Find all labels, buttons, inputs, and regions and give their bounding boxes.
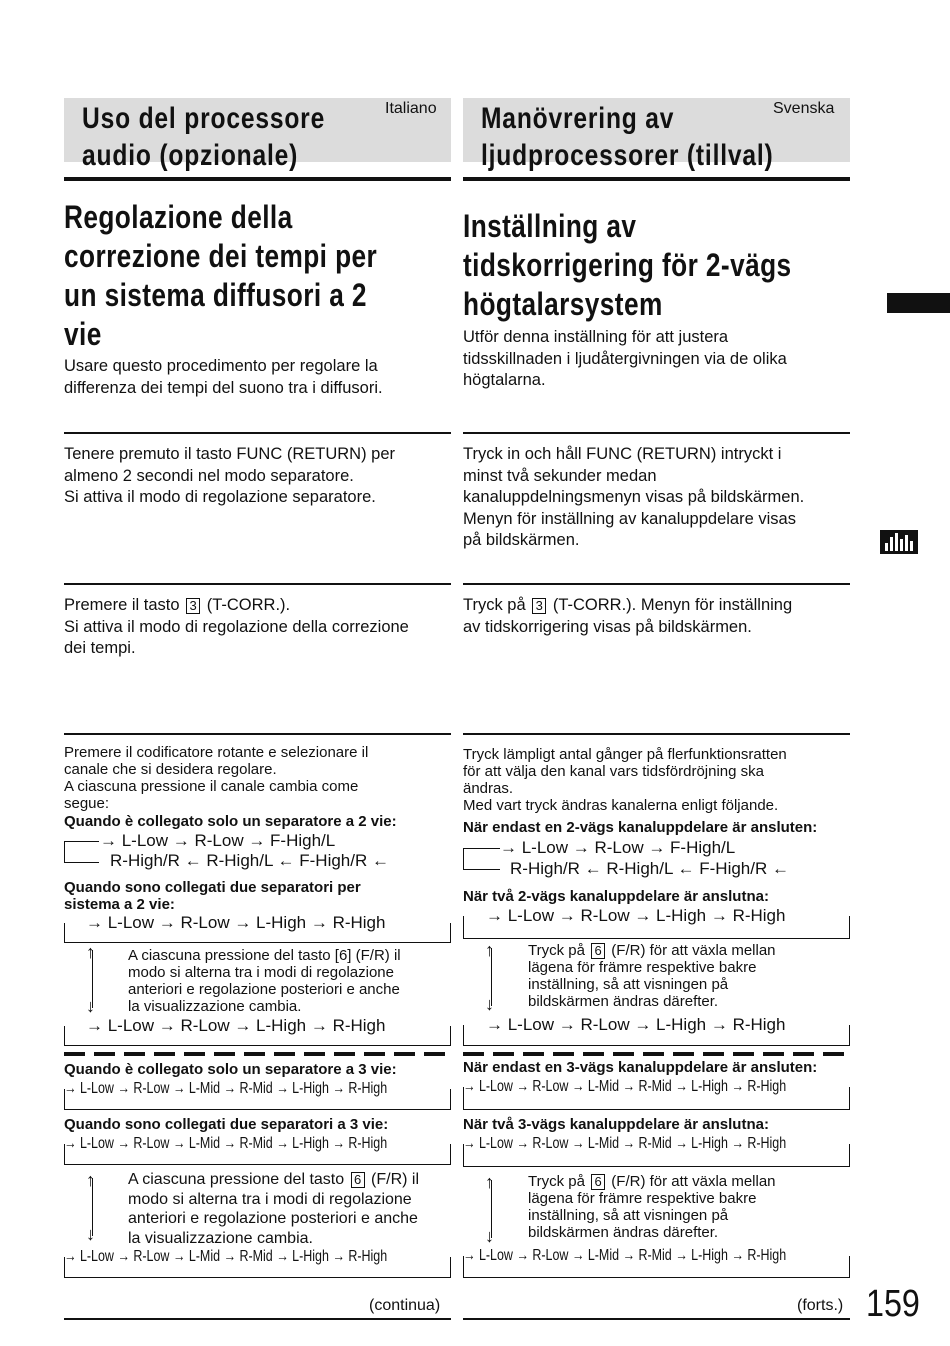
step-divider [463, 583, 850, 585]
continued-label-swedish: (forts.) [797, 1297, 844, 1314]
flow-2way-bottom-swedish: R-High/R ← R-High/L ← F-High/R ← [510, 859, 789, 878]
flow-dual-2way-front-italian: → L-Low → R-Low → L-High → R-High [86, 913, 386, 932]
flow-dual-3way-front-swedish: → L-Low → R-Low → L-Mid → R-Mid → L-High → R-High [463, 1135, 787, 1152]
flow-2way-bottom-italian: R-High/R ← R-High/L ← F-High/R ← [110, 851, 389, 870]
flow-bracket [64, 841, 99, 863]
header-title-italian: Uso del processore audio (opzionale) [82, 102, 326, 172]
step-divider [463, 432, 850, 434]
flow-2way-top-italian: → L-Low → R-Low → F-High/L [100, 831, 336, 850]
case1-italian: Quando è collegato solo un separatore a 2 vie: [64, 813, 397, 830]
key-3-icon: 3 [186, 598, 200, 614]
flow-bracket [463, 1144, 850, 1167]
continued-label-italian: (continua) [369, 1297, 441, 1314]
intro-italian: Usare questo procedimento per regolare la differenza dei tempi del suono tra i diffusori. [64, 357, 383, 397]
subtitle-swedish: Inställning av tidskorrigering för 2-vägs högtalarsystem [463, 208, 792, 322]
case4-italian: Quando sono collegati due separatori a 3 vie: [64, 1116, 389, 1133]
key-6-icon: 6 [591, 1174, 605, 1190]
arrow-up-icon: ↑ [485, 1172, 494, 1192]
subtitle-italian: Regolazione della correzione dei tempi per un sistema diffusori a 2 vie [64, 199, 378, 352]
flow-dual-2way-front-swedish: → L-Low → R-Low → L-High → R-High [486, 906, 786, 925]
flow-bracket [463, 916, 850, 939]
footer-divider [64, 1318, 451, 1320]
step-divider [64, 432, 451, 434]
key-6-icon: 6 [351, 1172, 365, 1188]
case1-swedish: När endast en 2-vägs kanaluppdelare är ansluten: [463, 819, 818, 836]
flow-bracket [463, 1256, 850, 1278]
step-divider [64, 583, 451, 585]
step2-swedish: Tryck på 3 (T-CORR.). Menyn för inställning av tidskorrigering visas på bildskärmen. [463, 596, 793, 636]
case4-note-swedish: Tryck på 6 (F/R) för att växla mellan lägena för främre respektive bakre inställning, så att visningen på bildskärmen ändras därefter. [528, 1173, 776, 1241]
flow-dual-2way-rear-italian: → L-Low → R-Low → L-High → R-High [86, 1016, 386, 1035]
flow-3way-swedish: → L-Low → R-Low → L-Mid → R-Mid → L-High → R-High [463, 1078, 787, 1095]
divider [463, 177, 850, 181]
language-label-italian: Italiano [385, 100, 437, 117]
case4-swedish: När två 3-vägs kanaluppdelare är anslutna: [463, 1116, 769, 1133]
case2-note-italian: A ciascuna pressione del tasto [6] (F/R) il modo si alterna tra i modi di regolazione anteriori e regolazione posteriori e anche la visualizzazione cambia. [128, 947, 401, 1015]
case2-note-swedish: Tryck på 6 (F/R) för att växla mellan lägena för främre respektive bakre inställning, så att visningen på bildskärmen ändras därefter. [528, 942, 776, 1010]
flow-bracket [64, 1089, 451, 1110]
divider [64, 177, 451, 181]
flow-bracket [64, 923, 451, 943]
case3-italian: Quando è collegato solo un separatore a 3 vie: [64, 1061, 397, 1078]
flow-bracket [463, 848, 500, 870]
case2-italian: Quando sono collegati due separatori per sistema a 2 vie: [64, 879, 361, 913]
case2-swedish: När två 2-vägs kanaluppdelare är anslutna: [463, 888, 769, 905]
step-divider [463, 733, 850, 735]
dashed-divider [463, 1052, 850, 1056]
arrow-up-icon: ↑ [485, 940, 494, 960]
step3-swedish: Tryck lämpligt antal gånger på flerfunktionsratten för att välja den kanal vars tidsfördröjning ska ändras. Med vart tryck ändras kanalerna enligt följande. [463, 746, 787, 814]
flow-dual-3way-rear-italian: → L-Low → R-Low → L-Mid → R-Mid → L-High → R-High [64, 1248, 388, 1265]
language-label-swedish: Svenska [773, 100, 835, 117]
step1-swedish: Tryck in och håll FUNC (RETURN) intryckt i minst två sekunder medan kanaluppdelningsmenyn visas på bildskärmen. Menyn för inställning av kanaluppdelare visas på bildskärmen. [463, 445, 805, 549]
case3-swedish: När endast en 3-vägs kanaluppdelare är ansluten: [463, 1059, 818, 1076]
arrow-down-icon: ↓ [485, 994, 494, 1014]
step-divider [64, 733, 451, 735]
flow-bracket [64, 1257, 451, 1278]
arrow-down-icon: ↓ [86, 996, 95, 1016]
equalizer-icon [880, 530, 918, 554]
flow-bracket [64, 1026, 451, 1046]
case4-note-italian: A ciascuna pressione del tasto 6 (F/R) il modo si alterna tra i modi di regolazione anteriori e regolazione posteriori e anche la visualizzazione cambia. [128, 1171, 420, 1247]
page-number: 159 [866, 1283, 920, 1325]
step1-italian: Tenere premuto il tasto FUNC (RETURN) per almeno 2 secondi nel modo separatore. Si attiva il modo di regolazione separatore. [64, 445, 395, 506]
flow-3way-italian: → L-Low → R-Low → L-Mid → R-Mid → L-High → R-High [64, 1080, 388, 1097]
arrow-down-icon: ↓ [485, 1226, 494, 1246]
intro-swedish: Utför denna inställning för att justera tidsskillnaden i ljudåtergivningen via de olika högtalarna. [463, 328, 787, 389]
dashed-divider [64, 1052, 451, 1056]
footer-divider [463, 1318, 850, 1320]
flow-bracket [64, 1144, 451, 1165]
arrow-down-icon: ↓ [86, 1224, 95, 1244]
step2-italian: Premere il tasto 3 (T-CORR.). Si attiva il modo di regolazione della correzione dei tempi. [64, 596, 409, 657]
flow-bracket [463, 1087, 850, 1110]
flow-dual-3way-rear-swedish: → L-Low → R-Low → L-Mid → R-Mid → L-High → R-High [463, 1247, 787, 1264]
flow-dual-2way-rear-swedish: → L-Low → R-Low → L-High → R-High [486, 1015, 786, 1034]
section-tab-icon [887, 293, 950, 313]
key-6-icon: 6 [591, 943, 605, 959]
flow-dual-3way-front-italian: → L-Low → R-Low → L-Mid → R-Mid → L-High → R-High [64, 1135, 388, 1152]
step3-italian: Premere il codificatore rotante e selezionare il canale che si desidera regolare. A ciascuna pressione il canale cambia come segue: [64, 744, 369, 812]
flow-bracket [463, 1025, 850, 1046]
arrow-up-icon: ↑ [86, 1170, 95, 1190]
arrow-up-icon: ↑ [86, 942, 95, 962]
header-title-swedish: Manövrering av ljudprocessorer (tillval) [481, 102, 774, 172]
flow-2way-top-swedish: → L-Low → R-Low → F-High/L [500, 838, 736, 857]
key-3-icon: 3 [532, 598, 546, 614]
